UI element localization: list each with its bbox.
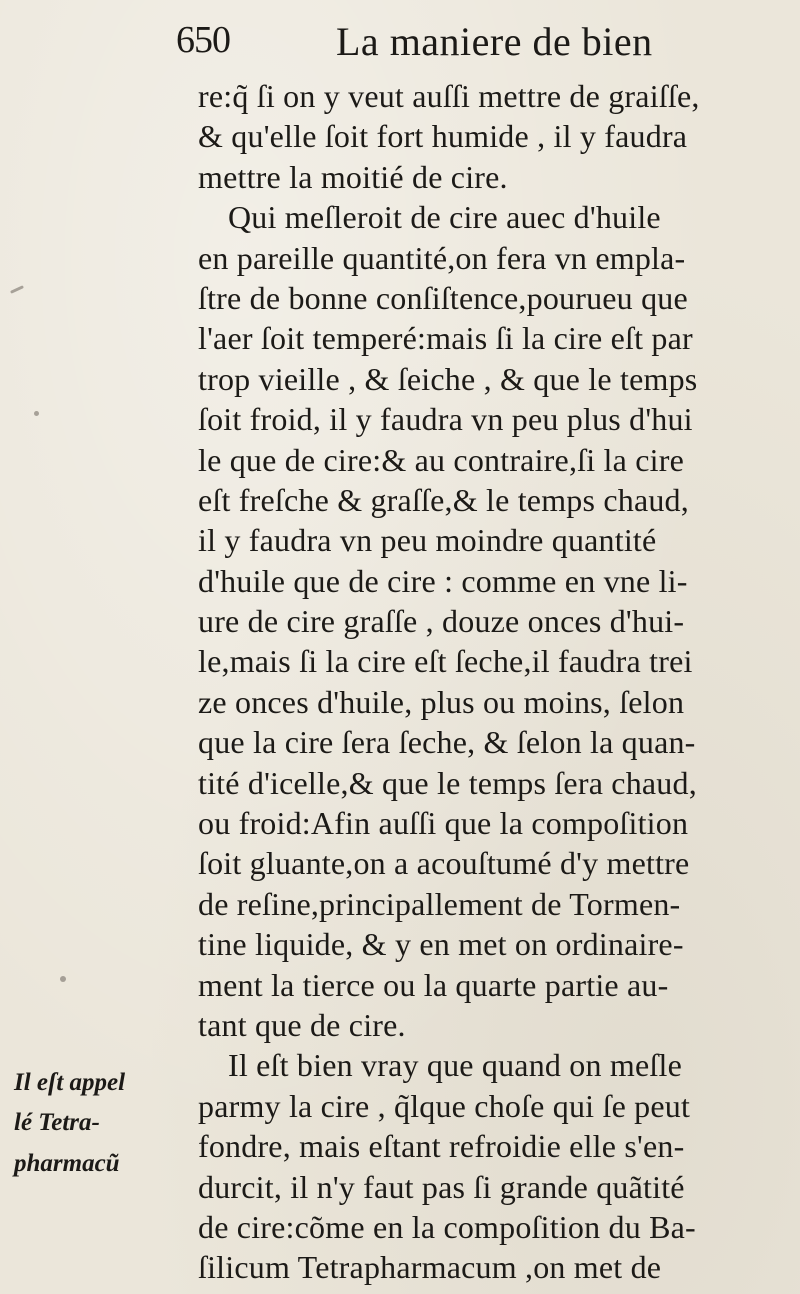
ink-speck — [34, 411, 39, 416]
text-line: le que de cire:& au contraire,ſi la cire — [198, 441, 684, 478]
text-line: en pareille quantité,on fera vn empla- — [198, 239, 686, 276]
margin-note-line: Il eſt appel — [14, 1069, 126, 1096]
text-line: & qu'elle ſoit fort humide , il y faudra — [198, 118, 688, 155]
margin-note-line: lé Tetra- — [14, 1109, 100, 1137]
text-line: de cire:cõme en la compoſition du Ba- — [198, 1208, 696, 1245]
text-line: ure de cire graſſe , douze onces d'hui- — [198, 603, 685, 640]
body-text — [198, 76, 778, 1288]
margin-note-line: pharmacũ — [14, 1149, 120, 1177]
text-line: parmy la cire , q̃lque choſe qui ſe peut — [198, 1087, 691, 1124]
text-line: durcit, il n'y faut pas ſi grande quãtité — [198, 1168, 685, 1205]
margin-note — [14, 1063, 200, 1184]
running-title: La maniere de bien — [336, 19, 653, 64]
paragraph-start-line: Il eſt bien vray que quand on meſle — [228, 1047, 682, 1084]
text-line: ment la tierce ou la quarte partie au- — [198, 966, 669, 1003]
text-line: ſoit gluante,on a acouſtumé d'y mettre — [198, 845, 690, 882]
text-line: ſoit froid, il y faudra vn peu plus d'hui — [198, 401, 693, 438]
ink-speck — [10, 285, 24, 294]
text-line: ſtre de bonne conſiſtence,pourueu que — [198, 279, 688, 316]
text-line: fondre, mais eſtant refroidie elle s'en- — [198, 1128, 685, 1165]
text-line: d'huile que de cire : comme en vne li- — [198, 562, 688, 599]
text-line: tine liquide, & y en met on ordinaire- — [198, 926, 684, 963]
text-line: ze onces d'huile, plus ou moins, ſelon — [198, 683, 685, 720]
text-line: ſilicum Tetrapharmacum ,on met de — [198, 1249, 662, 1286]
text-line: tant que de cire. — [198, 1006, 406, 1043]
text-line: le,mais ſi la cire eſt ſeche,il faudra trei — [198, 643, 693, 680]
text-line: trop vieille , & ſeiche , & que le temps — [198, 360, 698, 397]
text-line: que la cire ſera ſeche, & ſelon la quan- — [198, 724, 696, 761]
text-line: ou froid:Afin auſſi que la compoſition — [198, 805, 689, 842]
text-line: tité d'icelle,& que le temps ſera chaud, — [198, 764, 697, 801]
text-line: mettre la moitié de cire. — [198, 158, 508, 195]
text-line: re:q̃ ſi on y veut auſſi mettre de graiſſe, — [198, 78, 700, 114]
text-line: il y faudra vn peu moindre quantité — [198, 522, 657, 559]
ink-speck — [60, 976, 66, 982]
text-line: de reſine,principallement de Tormen- — [198, 885, 681, 922]
page-header — [176, 14, 736, 70]
page-number: 650 — [176, 19, 230, 61]
text-line: l'aer ſoit temperé:mais ſi la cire eſt par — [198, 320, 693, 357]
paragraph-start-line: Qui meſleroit de cire auec d'huile — [228, 199, 661, 236]
text-line: eſt freſche & graſſe,& le temps chaud, — [198, 481, 689, 518]
